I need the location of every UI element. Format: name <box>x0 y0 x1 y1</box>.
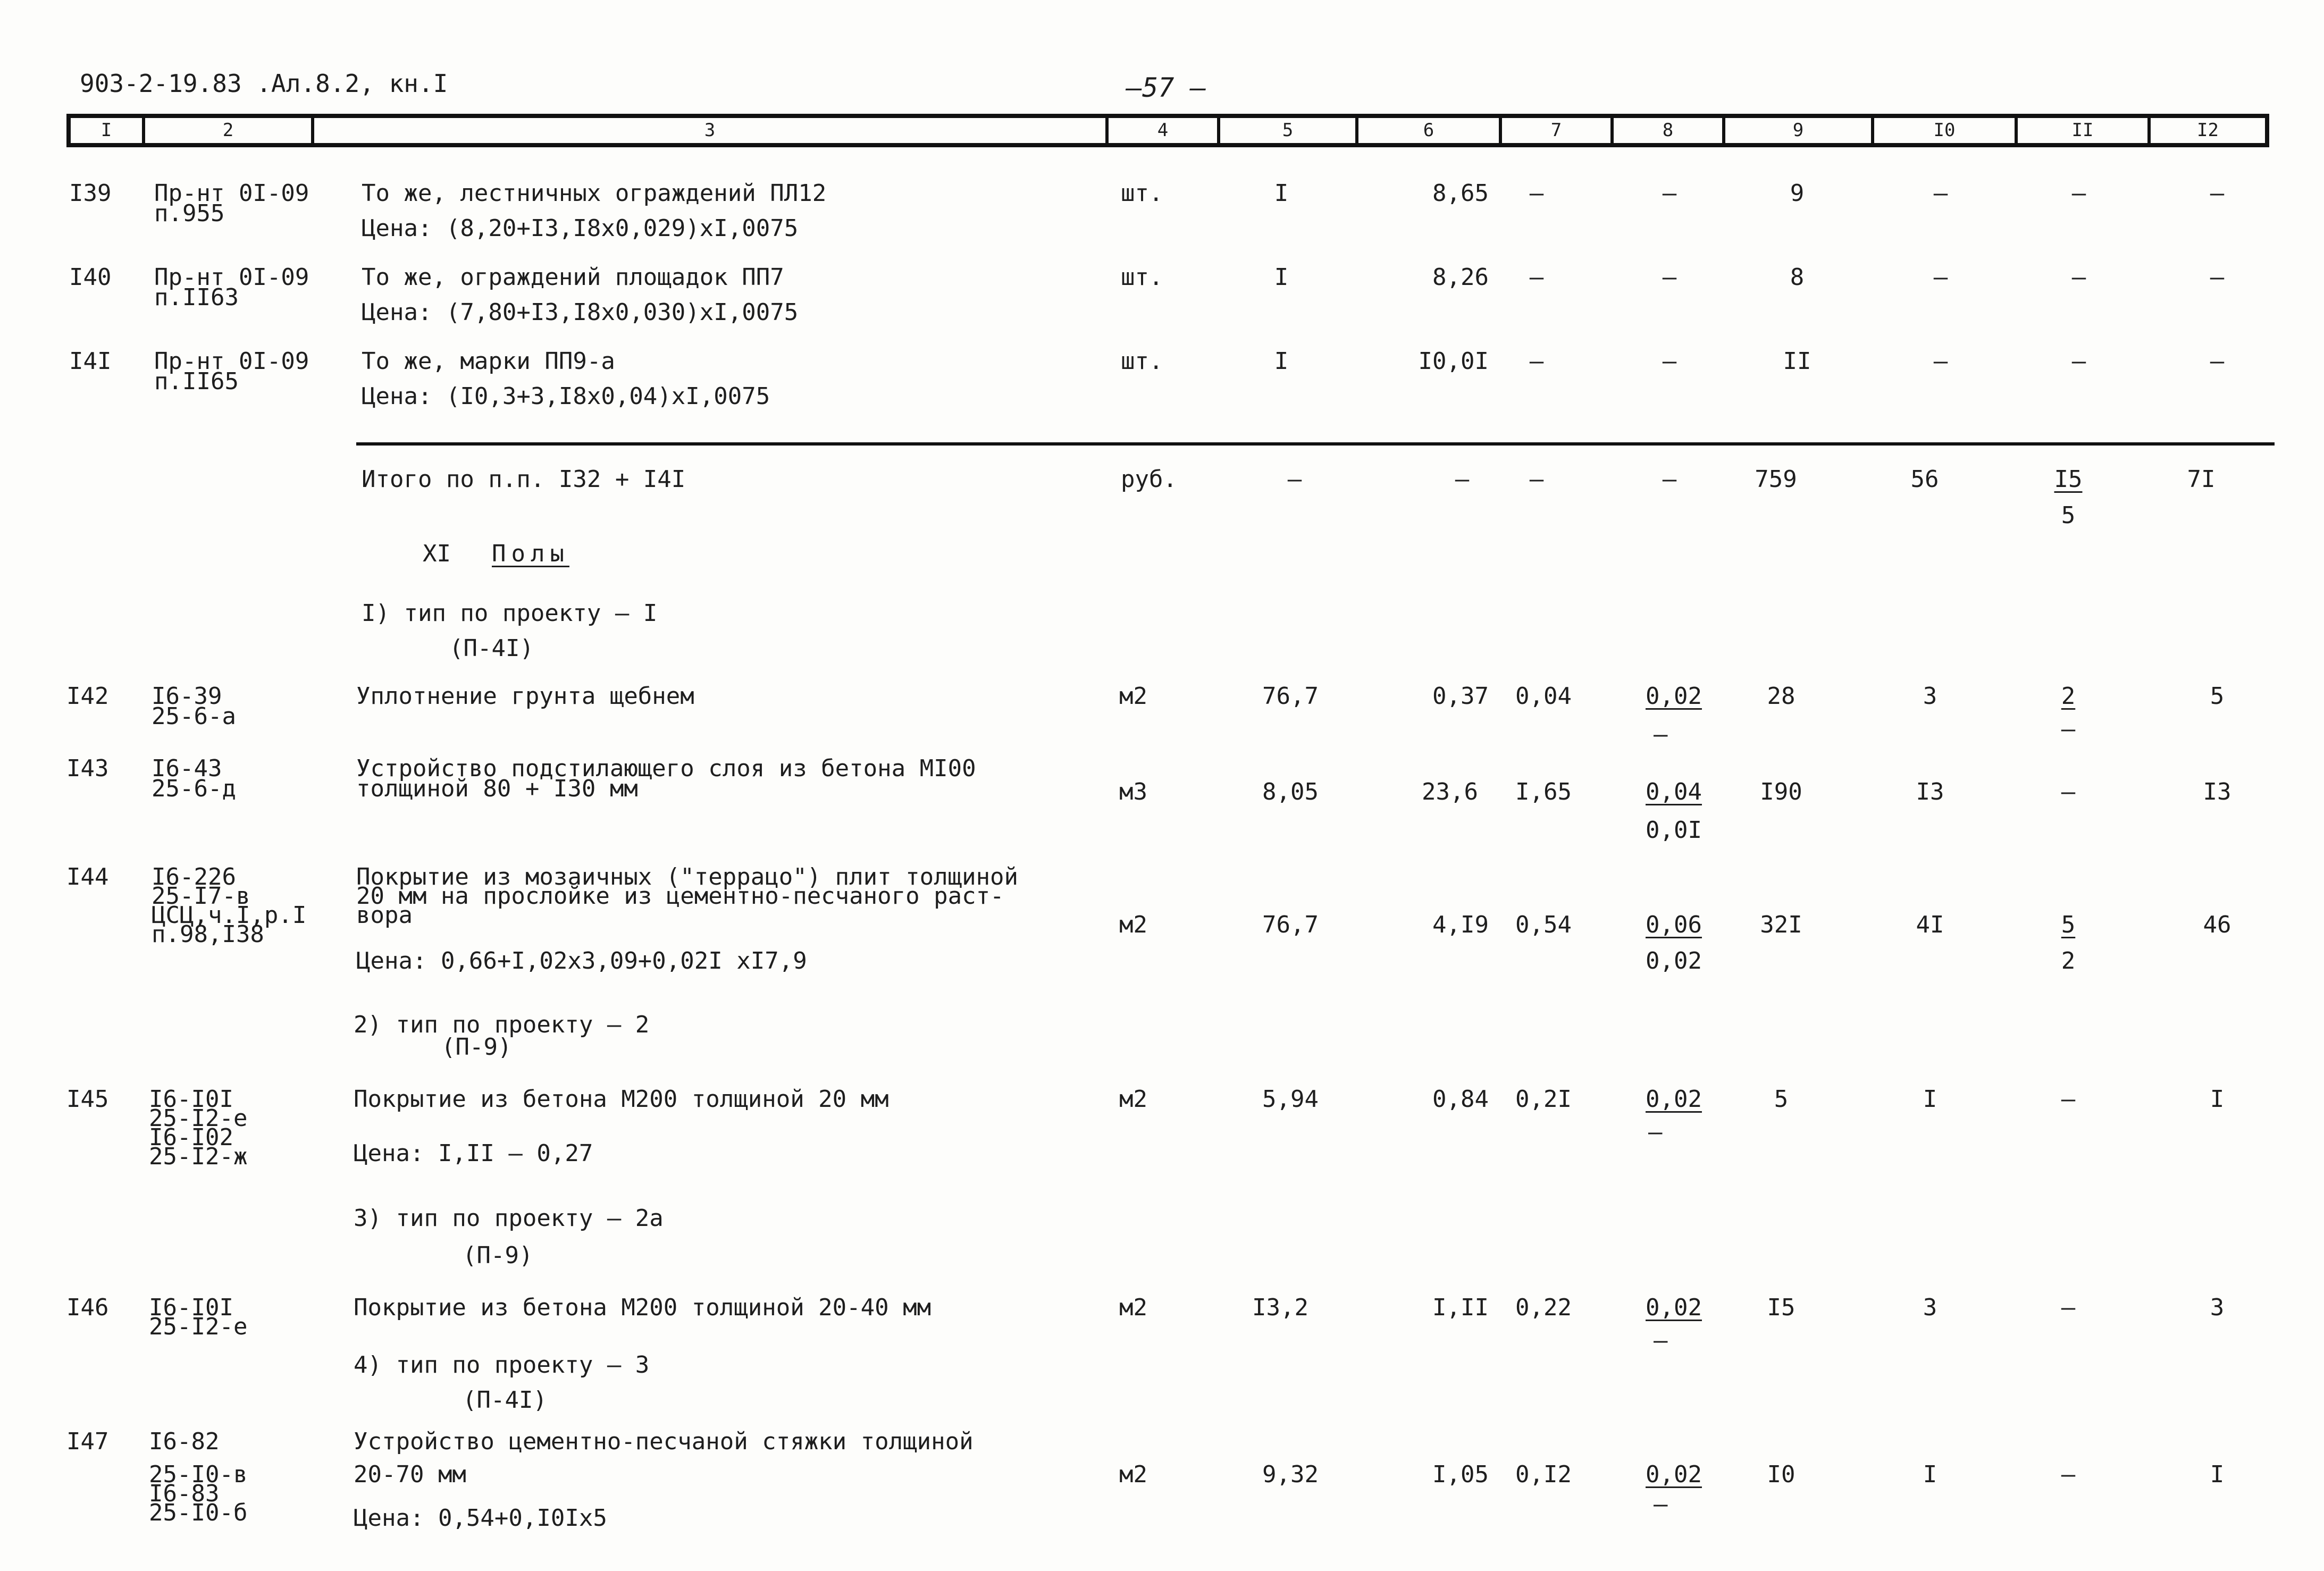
col9-value: 9 <box>1790 180 1805 207</box>
col7-value: 0,04 <box>1515 683 1572 710</box>
type-code: (П-4I) <box>449 635 534 662</box>
col10-value: 3 <box>1923 1294 1937 1321</box>
total-col12: 7I <box>2187 466 2216 493</box>
col9-value: I5 <box>1767 1294 1796 1321</box>
total-price: – <box>1455 466 1470 493</box>
description: Покрытие из мозаичных ("террацо") плит толщиной <box>356 863 1019 890</box>
col7-value: – <box>1529 180 1544 207</box>
row-number: I42 <box>66 683 109 710</box>
description: Покрытие из бетона М200 толщиной 20 мм <box>354 1086 889 1113</box>
col7-value: – <box>1529 264 1544 291</box>
reference: 25-I0-в <box>149 1461 248 1488</box>
column-header: II <box>2018 118 2151 143</box>
reference: п.955 <box>154 200 225 227</box>
section-title: Полы <box>492 540 569 567</box>
quantity: 76,7 <box>1262 911 1319 938</box>
unit: м2 <box>1119 1086 1147 1113</box>
col7-value: 0,22 <box>1515 1294 1572 1321</box>
column-header: 7 <box>1502 118 1614 143</box>
col8-value: – <box>1662 348 1677 375</box>
col12-value: 5 <box>2210 683 2225 710</box>
reference: I6-I02 <box>149 1124 233 1151</box>
reference: I6-43 <box>152 755 222 782</box>
col11-value: 5 <box>2061 911 2076 938</box>
col12-value: I3 <box>2203 778 2231 805</box>
column-header: 8 <box>1614 118 1725 143</box>
type-code: (П-9) <box>463 1242 533 1269</box>
col10-value: I3 <box>1916 778 1944 805</box>
unit: м2 <box>1119 1294 1147 1321</box>
column-header: I <box>71 118 145 143</box>
type-code: (П-4I) <box>463 1387 547 1414</box>
reference: 25-I2-ж <box>149 1143 248 1170</box>
reference: 25-I2-е <box>149 1105 248 1132</box>
col8-sub: – <box>1654 721 1668 748</box>
col9-value: 5 <box>1774 1086 1789 1113</box>
price-formula: Цена: (7,80+I3,I8х0,030)хI,0075 <box>362 299 799 326</box>
col10-value: 4I <box>1916 911 1944 938</box>
unit: шт. <box>1121 180 1163 207</box>
column-header: 2 <box>145 118 314 143</box>
type-label: 4) тип по проекту – 3 <box>354 1351 650 1379</box>
type-label: 3) тип по проекту – 2а <box>354 1205 664 1232</box>
col12-value: I <box>2210 1086 2225 1113</box>
reference: ЦСЦ,ч.I,р.I <box>152 902 307 929</box>
row-number: I39 <box>69 180 112 207</box>
description: То же, марки ПП9-а <box>362 348 615 375</box>
unit-price: I,II <box>1432 1294 1489 1321</box>
description: Устройство цементно-песчаной стяжки толщиной <box>354 1428 974 1455</box>
row-number: I45 <box>66 1086 109 1113</box>
column-header: 6 <box>1358 118 1502 143</box>
total-col7: – <box>1529 466 1544 493</box>
unit-price: 4,I9 <box>1432 911 1489 938</box>
unit: м2 <box>1119 911 1147 938</box>
type-label: 2) тип по проекту – 2 <box>354 1011 650 1038</box>
row-number: I43 <box>66 755 109 782</box>
description: 20-70 мм <box>354 1461 466 1488</box>
col9-value: I0 <box>1767 1461 1796 1488</box>
col7-value: 0,54 <box>1515 911 1572 938</box>
row-number: I47 <box>66 1428 109 1455</box>
reference: I6-39 <box>152 683 222 710</box>
quantity: 76,7 <box>1262 683 1319 710</box>
description: вора <box>356 902 413 929</box>
reference: п.II63 <box>154 284 239 311</box>
total-col11-sub: 5 <box>2061 502 2076 529</box>
col8-value: – <box>1662 180 1677 207</box>
quantity: 5,94 <box>1262 1086 1319 1113</box>
col10-value: – <box>1933 180 1948 207</box>
quantity: I3,2 <box>1252 1294 1308 1321</box>
description: Уплотнение грунта щебнем <box>356 683 694 710</box>
quantity: I <box>1274 180 1289 207</box>
reference: I6-82 <box>149 1428 220 1455</box>
total-qty: – <box>1287 466 1302 493</box>
column-header-bar <box>66 114 2269 147</box>
price-formula: Цена: (8,20+I3,I8х0,029)хI,0075 <box>362 215 799 242</box>
type-code: (П-9) <box>441 1034 512 1061</box>
reference: 25-I0-б <box>149 1499 248 1526</box>
description: То же, ограждений площадок ПП7 <box>362 264 784 291</box>
col8-value: – <box>1662 264 1677 291</box>
total-unit: руб. <box>1121 466 1177 493</box>
type-label: I) тип по проекту – I <box>362 600 658 627</box>
col11-value: – <box>2071 264 2086 291</box>
col11-value: – <box>2061 1294 2076 1321</box>
total-col8: – <box>1662 466 1677 493</box>
col11-value: – <box>2061 1086 2076 1113</box>
unit: шт. <box>1121 264 1163 291</box>
column-header: 5 <box>1220 118 1358 143</box>
column-header: 4 <box>1109 118 1220 143</box>
reference: Пр-нт 0I-09 <box>154 348 309 375</box>
price-formula: Цена: 0,54+0,I0Iх5 <box>354 1505 607 1532</box>
column-header: I0 <box>1874 118 2018 143</box>
col8-value: 0,06 <box>1646 911 1702 938</box>
total-label: Итого по п.п. I32 + I4I <box>362 466 686 493</box>
reference: 25-I2-е <box>149 1313 248 1340</box>
col7-value: 0,I2 <box>1515 1461 1572 1488</box>
reference: 25-6-а <box>152 703 236 730</box>
col12-value: – <box>2210 180 2225 207</box>
subtotal-divider <box>356 442 2275 446</box>
col10-value: – <box>1933 348 1948 375</box>
column-header: I2 <box>2197 120 2219 141</box>
col8-sub: – <box>1654 1327 1668 1354</box>
quantity: I <box>1274 348 1289 375</box>
col9-value: 32I <box>1760 911 1802 938</box>
reference: п.98,I38 <box>152 921 264 948</box>
unit-price: I0,0I <box>1418 348 1489 375</box>
col8-sub: 0,02 <box>1646 947 1702 974</box>
col12-value: – <box>2210 264 2225 291</box>
unit-price: 8,26 <box>1432 264 1489 291</box>
col8-value: 0,04 <box>1646 778 1702 805</box>
col8-sub: – <box>1654 1491 1668 1518</box>
col10-value: I <box>1923 1461 1937 1488</box>
page-number: —57 — <box>1126 72 1206 103</box>
unit-price: 23,6 <box>1422 778 1478 805</box>
reference: п.II65 <box>154 368 239 395</box>
description: 20 мм на прослойке из цементно-песчаного раст- <box>356 883 1004 910</box>
description: толщиной 80 + I30 мм <box>356 775 638 802</box>
section-number: XI <box>423 540 451 567</box>
row-number: I46 <box>66 1294 109 1321</box>
unit: шт. <box>1121 348 1163 375</box>
col10-value: 3 <box>1923 683 1937 710</box>
col8-sub: – <box>1648 1119 1663 1146</box>
col8-value: 0,02 <box>1646 1294 1702 1321</box>
unit: м2 <box>1119 1461 1147 1488</box>
reference: Пр-нт 0I-09 <box>154 180 309 207</box>
total-col11: I5 <box>2054 466 2083 493</box>
description: Устройство подстилающего слоя из бетона МI00 <box>356 755 976 782</box>
price-formula: Цена: 0,66+I,02х3,09+0,02I хI7,9 <box>356 947 807 974</box>
col8-value: 0,02 <box>1646 1461 1702 1488</box>
reference: I6-I0I <box>149 1086 233 1113</box>
column-header: 3 <box>314 118 1109 143</box>
col10-value: I <box>1923 1086 1937 1113</box>
description: Покрытие из бетона М200 толщиной 20-40 мм <box>354 1294 932 1321</box>
unit-price: 0,84 <box>1432 1086 1489 1113</box>
quantity: I <box>1274 264 1289 291</box>
col11-value: – <box>2061 778 2076 805</box>
col8-value: 0,02 <box>1646 683 1702 710</box>
unit-price: 8,65 <box>1432 180 1489 207</box>
col10-value: – <box>1933 264 1948 291</box>
reference: 25-I7-в <box>152 883 250 910</box>
price-formula: Цена: (I0,3+3,I8х0,04)хI,0075 <box>362 383 770 410</box>
col7-value: – <box>1529 348 1544 375</box>
document-code: 903-2-19.83 .Ал.8.2, кн.I <box>80 69 448 98</box>
row-number: I44 <box>66 863 109 890</box>
reference: 25-6-д <box>152 775 236 802</box>
quantity: 9,32 <box>1262 1461 1319 1488</box>
col9-value: 8 <box>1790 264 1805 291</box>
price-formula: Цена: I,II – 0,27 <box>354 1140 593 1167</box>
col11-sub: – <box>2061 716 2076 743</box>
col11-value: – <box>2071 348 2086 375</box>
col12-value: 3 <box>2210 1294 2225 1321</box>
col8-value: 0,02 <box>1646 1086 1702 1113</box>
description: То же, лестничных ограждений ПЛ12 <box>362 180 827 207</box>
col12-value: – <box>2210 348 2225 375</box>
col11-sub: 2 <box>2061 947 2076 974</box>
column-header: 9 <box>1725 118 1874 143</box>
reference: Пр-нт 0I-09 <box>154 264 309 291</box>
col7-value: I,65 <box>1515 778 1572 805</box>
reference: I6-I0I <box>149 1294 233 1321</box>
col7-value: 0,2I <box>1515 1086 1572 1113</box>
quantity: 8,05 <box>1262 778 1319 805</box>
col11-value: 2 <box>2061 683 2076 710</box>
unit-price: 0,37 <box>1432 683 1489 710</box>
col9-value: 28 <box>1767 683 1796 710</box>
total-col9: 759 <box>1755 466 1797 493</box>
col11-value: – <box>2071 180 2086 207</box>
unit: м3 <box>1119 778 1147 805</box>
row-number: I4I <box>69 348 112 375</box>
unit-price: I,05 <box>1432 1461 1489 1488</box>
col9-value: I90 <box>1760 778 1802 805</box>
reference: I6-226 <box>152 863 236 890</box>
col12-value: 46 <box>2203 911 2231 938</box>
row-number: I40 <box>69 264 112 291</box>
col11-value: – <box>2061 1461 2076 1488</box>
col8-sub: 0,0I <box>1646 817 1702 844</box>
col9-value: II <box>1783 348 1811 375</box>
total-col10: 56 <box>1910 466 1939 493</box>
col12-value: I <box>2210 1461 2225 1488</box>
unit: м2 <box>1119 683 1147 710</box>
reference: I6-83 <box>149 1480 220 1507</box>
